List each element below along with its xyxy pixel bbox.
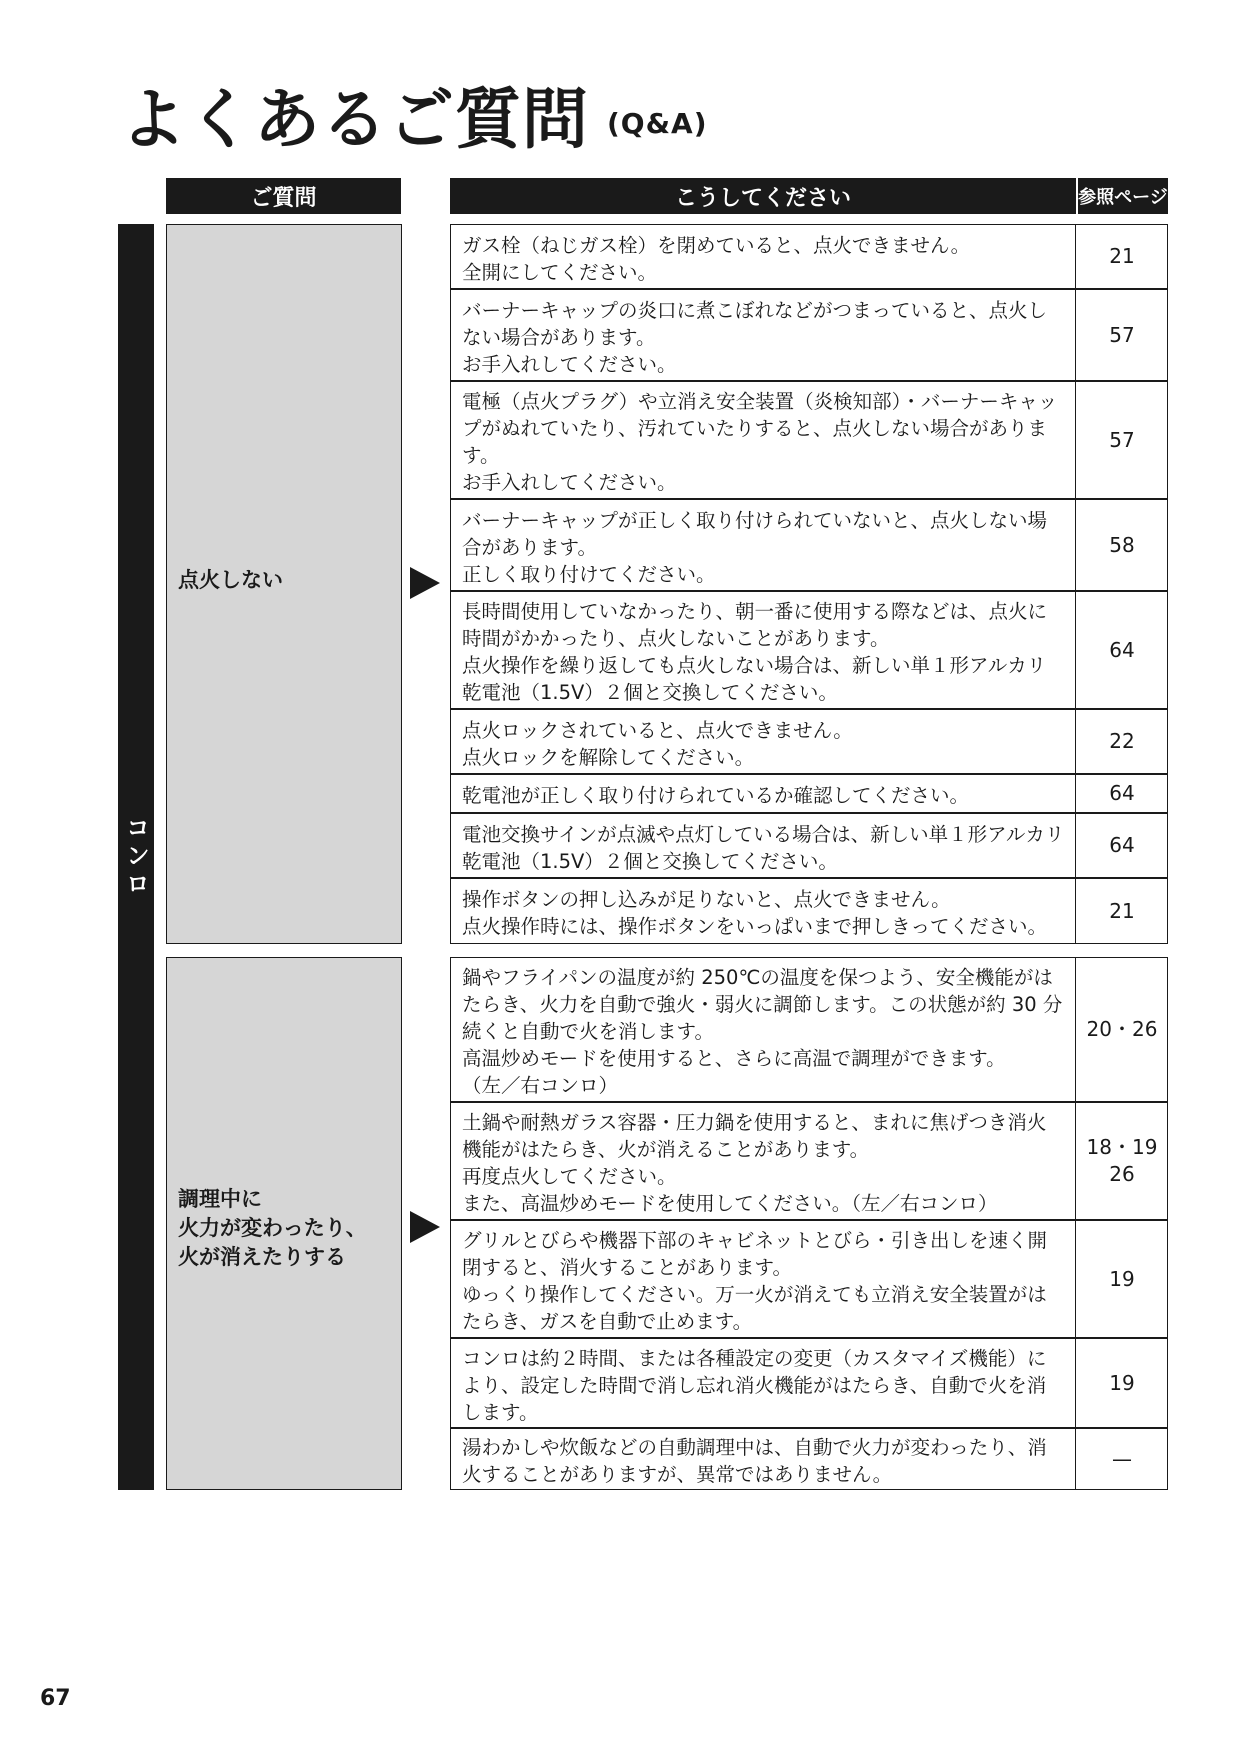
page-title-sub: (Q&A) (607, 106, 708, 140)
reference-header: 参照ページ (1078, 178, 1168, 214)
answer-header: こうしてください (450, 178, 1076, 214)
page-number: 67 (40, 1686, 71, 1711)
answer-cell (450, 957, 1076, 1102)
reference-page: 64 (1109, 781, 1135, 805)
answer-cell (450, 499, 1076, 591)
answer-text: コンロは約２時間、または各種設定の変更（カスタマイズ機能）により、設定した時間で消し忘れ消火機能がはたらき、自動で火を消します。 (462, 1346, 1047, 1424)
answer-cell (450, 591, 1076, 709)
answer-cell (450, 774, 1076, 813)
reference-page: 19 (1109, 1370, 1135, 1395)
question-header: ご質問 (166, 178, 401, 214)
reference-page: 57 (1109, 427, 1135, 452)
reference-page: 20・26 (1086, 1017, 1158, 1041)
reference-page: 19 (1109, 1266, 1135, 1291)
answer-text: 点火ロックされていると、点火できません。 点火ロックを解除してください。 (462, 718, 853, 769)
reference-page: 64 (1109, 833, 1135, 857)
category-sidebar (118, 224, 154, 1490)
answer-text: 電極（点火プラグ）や立消え安全装置（炎検知部）・バーナーキャップがぬれていたり、汚れていたりすると、点火しない場合があります。 お手入れしてください。 (462, 390, 1058, 494)
arrow-right-icon (410, 1211, 440, 1243)
reference-page: 64 (1109, 637, 1135, 662)
question-text: 調理中に 火力が変わったり、 火が消えたりする (178, 1187, 367, 1269)
reference-page: 21 (1109, 244, 1135, 268)
reference-page: — (1112, 1446, 1132, 1471)
arrow-right-icon (410, 567, 440, 599)
reference-page: 22 (1109, 729, 1135, 753)
answer-text: グリルとびらや機器下部のキャビネットとびら・引き出しを速く開閉すると、消火することがあります。 ゆっくり操作してください。万一火が消えても立消え安全装置がはたらき、ガスを自動で止めます。 (462, 1229, 1048, 1333)
answer-cell (450, 813, 1076, 878)
reference-page: 58 (1109, 532, 1135, 557)
answer-cell (450, 381, 1076, 499)
answer-text: 湯わかしや炊飯などの自動調理中は、自動で火力が変わったり、消火することがありますが、異常ではありません。 (462, 1436, 1047, 1486)
answer-text: 鍋やフライパンの温度が約 250℃の温度を保つよう、安全機能がはたらき、火力を自動で強火・弱火に調節します。この状態が約 30 分続くと自動で火を消します。 高温炒めモードを使用すると、さらに高温で調理ができます。 （左／右コンロ） (462, 966, 1063, 1097)
answer-text: 長時間使用していなかったり、朝一番に使用する際などは、点火に時間がかかったり、点火しないことがあります。 点火操作を繰り返しても点火しない場合は、新しい単１形アルカリ乾電池（1.5V）２個と交換してください。 (462, 600, 1048, 704)
page-title (120, 80, 707, 164)
reference-page: 21 (1109, 898, 1135, 923)
answer-text: バーナーキャップの炎口に煮こぼれなどがつまっていると、点火しない場合があります。 お手入れしてください。 (462, 298, 1048, 376)
reference-page: 57 (1109, 322, 1135, 347)
answer-text: 操作ボタンの押し込みが足りないと、点火できません。 点火操作時には、操作ボタンをいっぱいまで押しきってください。 (462, 888, 1048, 938)
answer-cell (450, 709, 1076, 774)
answer-cell (450, 1102, 1076, 1220)
answer-cell (450, 289, 1076, 381)
answer-text: 乾電池が正しく取り付けられているか確認してください。 (462, 784, 970, 807)
question-text: 点火しない (178, 568, 283, 592)
answer-cell (450, 1338, 1076, 1428)
answer-cell (450, 1428, 1076, 1490)
answer-cell (450, 224, 1076, 289)
answer-text: ガス栓（ねじガス栓）を閉めていると、点火できません。 全開にしてください。 (462, 233, 971, 284)
answer-text: バーナーキャップが正しく取り付けられていないと、点火しない場合があります。 正しく取り付けてください。 (462, 508, 1048, 586)
answer-cell (450, 878, 1076, 944)
answer-text: 土鍋や耐熱ガラス容器・圧力鍋を使用すると、まれに焦げつき消火機能がはたらき、火が消えることがあります。 再度点火してください。 また、高温炒めモードを使用してください。（左／右コンロ） (462, 1111, 1047, 1215)
answer-cell (450, 1220, 1076, 1338)
page-title-main: よくあるご質問 (120, 81, 589, 158)
answer-text: 電池交換サインが点滅や点灯している場合は、新しい単１形アルカリ乾電池（1.5V）２個と交換してください。 (462, 822, 1065, 873)
reference-page: 18・19 26 (1086, 1135, 1158, 1186)
category-label: コンロ (121, 815, 150, 899)
